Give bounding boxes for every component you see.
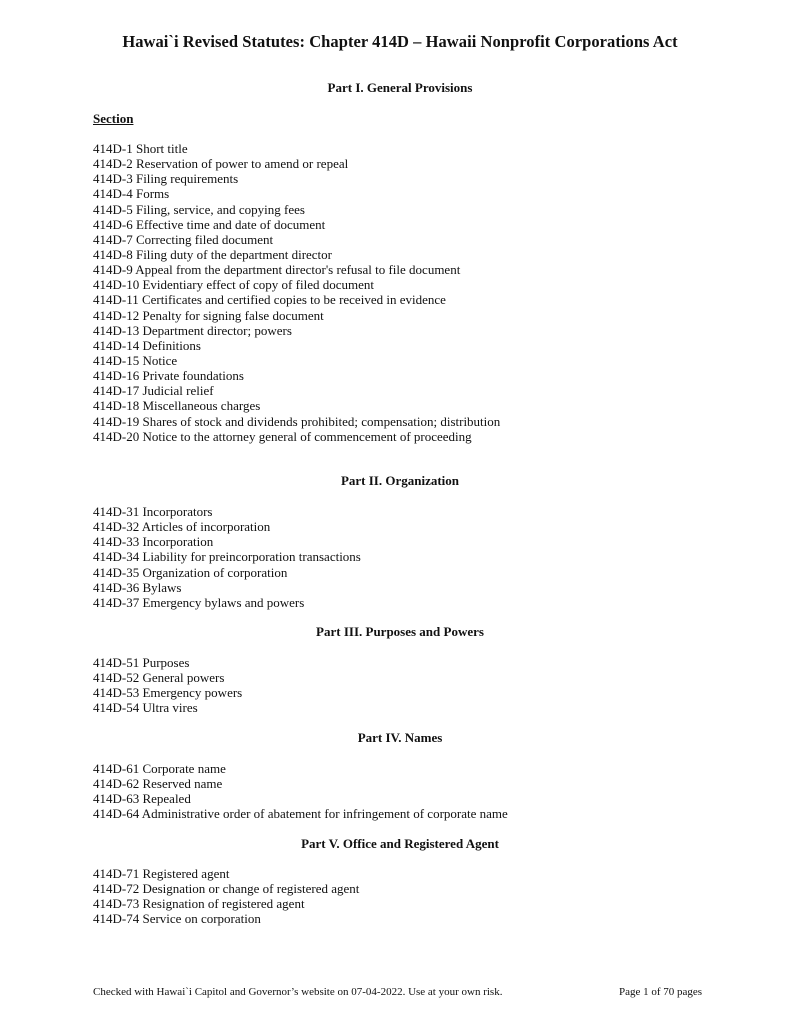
section-label: Section <box>93 111 134 126</box>
section-entry: 414D-74 Service on corporation <box>93 911 261 927</box>
section-entry: 414D-3 Filing requirements <box>93 171 239 187</box>
section-entry: 414D-36 Bylaws <box>93 579 182 595</box>
section-entry: 414D-11 Certificates and certified copies to be received in evidence <box>93 292 446 308</box>
section-entry: 414D-63 Repealed <box>93 791 191 807</box>
section-entry: 414D-52 General powers <box>93 670 225 686</box>
section-entry: 414D-5 Filing, service, and copying fees <box>93 201 305 217</box>
section-entry: 414D-51 Purposes <box>93 655 190 670</box>
section-entry: 414D-4 Forms <box>93 186 170 202</box>
section-entry: 414D-73 Resignation of registered agent <box>93 896 305 912</box>
section-entry: 414D-61 Corporate name <box>93 761 226 776</box>
section-entry: 414D-37 Emergency bylaws and powers <box>93 594 305 610</box>
section-entry: 414D-20 Notice to the attorney general of commencement of proceeding <box>93 428 472 444</box>
section-entry: 414D-1 Short title <box>93 141 188 156</box>
section-entry: 414D-8 Filing duty of the department director <box>93 246 333 262</box>
part-5-entry-list <box>93 866 359 927</box>
section-entry: 414D-9 Appeal from the department director's refusal to file document <box>93 262 461 278</box>
document-title: Hawai`i Revised Statutes: Chapter 414D – Hawaii Nonprofit Corporations Act <box>122 32 678 51</box>
section-entry: 414D-19 Shares of stock and dividends prohibited; compensation; distribution <box>93 413 501 429</box>
section-entry: 414D-15 Notice <box>93 352 178 368</box>
section-entry: 414D-7 Correcting filed document <box>93 231 274 247</box>
part-heading-3: Part III. Purposes and Powers <box>316 624 484 639</box>
part-heading-4: Part IV. Names <box>357 730 443 745</box>
section-entry: 414D-10 Evidentiary effect of copy of filed document <box>93 277 374 293</box>
section-entry: 414D-64 Administrative order of abatement for infringement of corporate name <box>93 806 508 822</box>
section-entry: 414D-62 Reserved name <box>93 776 223 792</box>
section-entry: 414D-72 Designation or change of registered agent <box>93 881 360 897</box>
section-entry: 414D-71 Registered agent <box>93 866 230 881</box>
section-entry: 414D-54 Ultra vires <box>93 700 198 716</box>
part-heading-1: Part I. General Provisions <box>327 80 473 95</box>
section-entry: 414D-31 Incorporators <box>93 504 213 519</box>
footer-disclaimer: Checked with Hawai`i Capitol and Governor’s website on 07-04-2022. Use at your own risk. <box>93 986 503 998</box>
section-entry: 414D-12 Penalty for signing false document <box>93 307 324 323</box>
section-entry: 414D-35 Organization of corporation <box>93 564 288 580</box>
part-1-entry-list <box>93 141 500 444</box>
part-3-entry-list <box>93 655 242 716</box>
part-heading-5: Part V. Office and Registered Agent <box>301 836 499 851</box>
section-entry: 414D-32 Articles of incorporation <box>93 519 271 535</box>
section-entry: 414D-6 Effective time and date of document <box>93 216 326 232</box>
section-entry: 414D-17 Judicial relief <box>93 383 214 399</box>
section-entry: 414D-2 Reservation of power to amend or repeal <box>93 156 349 172</box>
section-entry: 414D-16 Private foundations <box>93 368 244 384</box>
section-entry: 414D-13 Department director; powers <box>93 322 292 338</box>
part-2-entry-list <box>93 504 361 610</box>
part-4-entry-list <box>93 761 508 822</box>
section-entry: 414D-14 Definitions <box>93 337 201 353</box>
section-entry: 414D-53 Emergency powers <box>93 685 243 701</box>
part-heading-2: Part II. Organization <box>340 473 460 488</box>
section-entry: 414D-18 Miscellaneous charges <box>93 398 261 414</box>
footer-page-number: Page 1 of 70 pages <box>619 986 703 998</box>
section-entry: 414D-33 Incorporation <box>93 534 214 550</box>
section-entry: 414D-34 Liability for preincorporation transactions <box>93 549 361 565</box>
